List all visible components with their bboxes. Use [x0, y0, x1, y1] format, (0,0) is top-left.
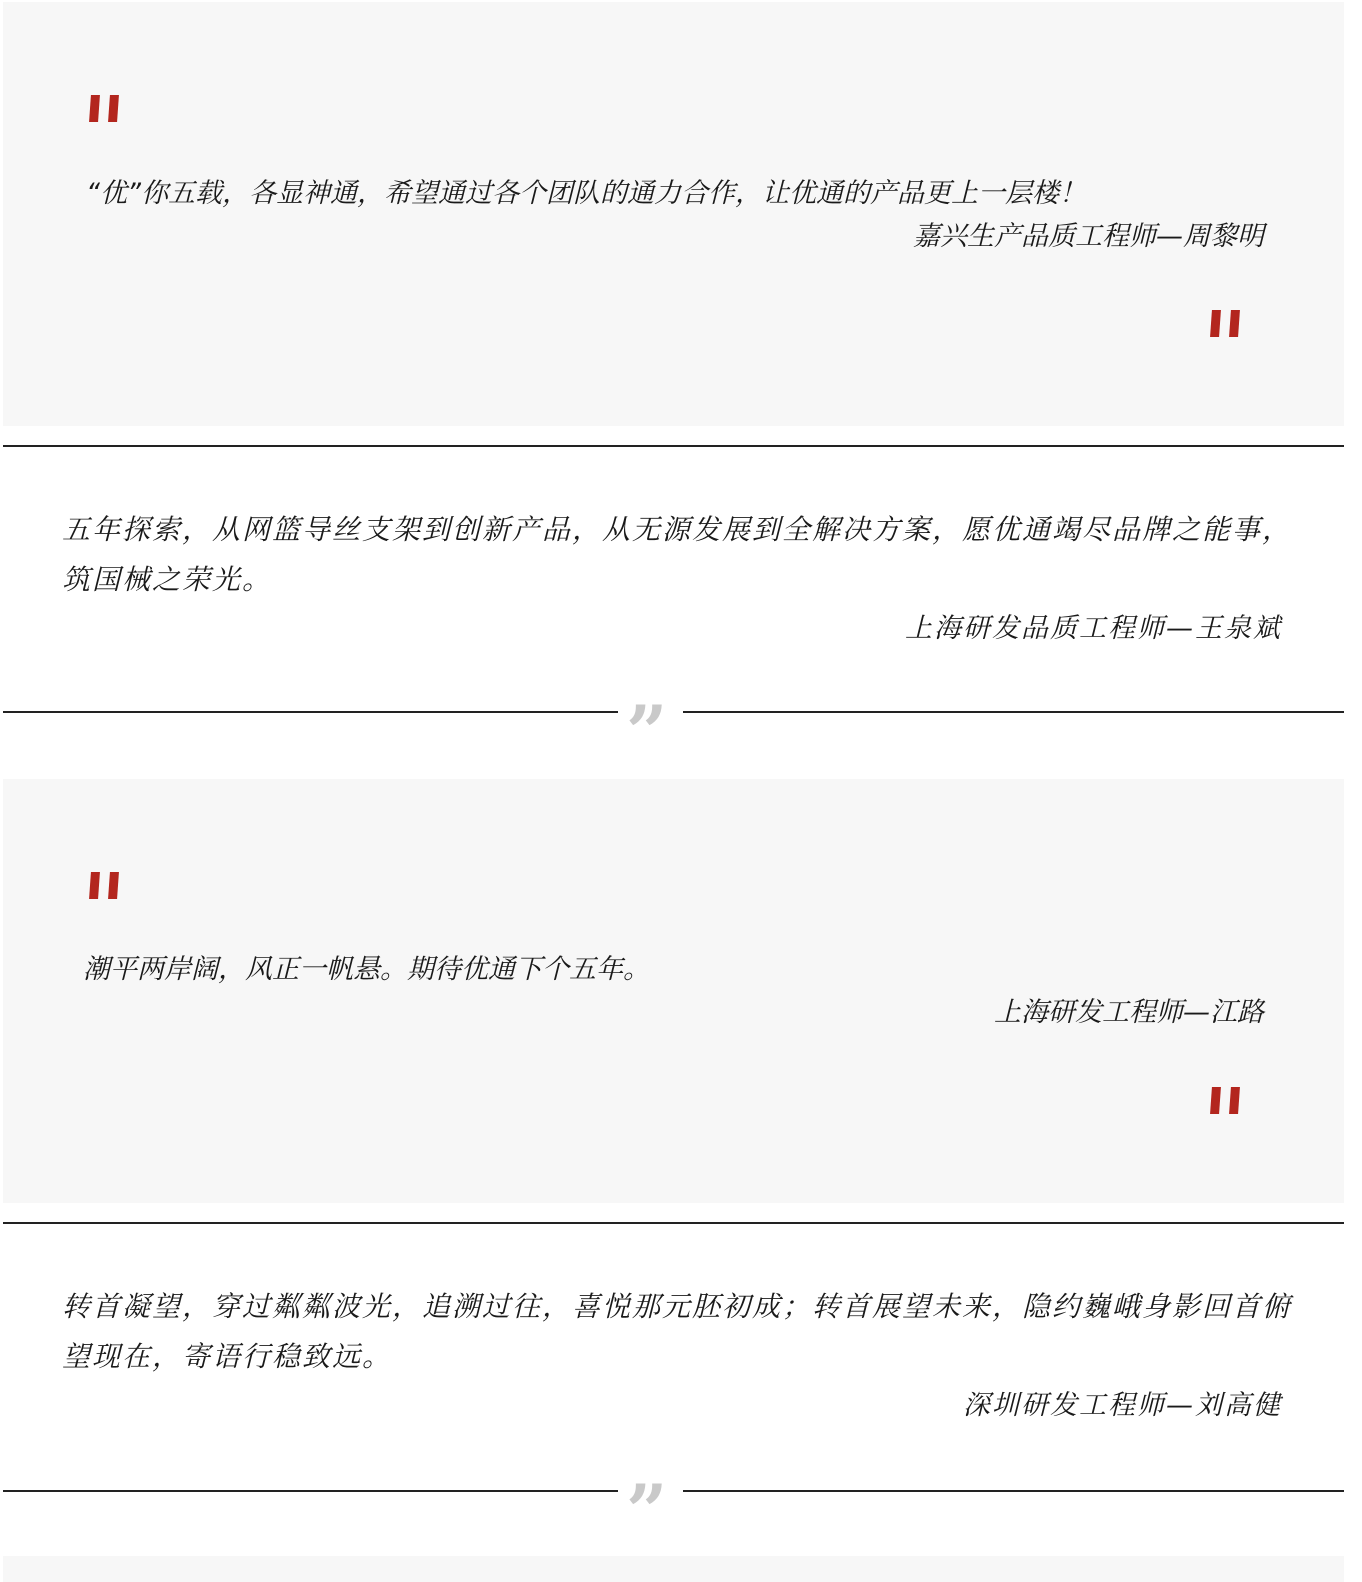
testimonial-card-3 — [3, 779, 1344, 1203]
closing-quote-icon: ” — [626, 689, 662, 774]
next-card-edge — [3, 1556, 1344, 1582]
testimonial-quote: “优”你五载，各显神通，希望通过各个团队的通力合作，让优通的产品更上一层楼！ — [86, 178, 1086, 209]
open-quote-icon — [90, 872, 118, 899]
close-quote-icon — [1211, 1087, 1239, 1114]
testimonial-quote: 五年探索，从网篮导丝支架到创新产品，从无源发展到全解决方案，愿优通竭尽品牌之能事，筑国械之荣光。 — [62, 513, 1293, 596]
open-quote-icon — [90, 95, 118, 122]
testimonial-card-1 — [3, 2, 1344, 426]
close-quote-icon — [1211, 310, 1239, 337]
testimonial-author: 上海研发品质工程师—王泉斌 — [905, 613, 1282, 644]
closing-quote-icon: ” — [626, 1468, 662, 1553]
testimonial-author: 嘉兴生产品质工程师—周黎明 — [913, 221, 1264, 252]
divider-right — [683, 1490, 1344, 1492]
divider — [3, 1222, 1344, 1224]
testimonial-quote: 潮平两岸阔，风正一帆悬。期待优通下个五年。 — [83, 954, 650, 985]
divider-left — [3, 711, 618, 713]
divider — [3, 445, 1344, 447]
testimonial-author: 上海研发工程师—江路 — [994, 997, 1264, 1028]
testimonial-author: 深圳研发工程师—刘高健 — [963, 1390, 1282, 1421]
divider-left — [3, 1490, 618, 1492]
testimonial-quote: 转首凝望，穿过粼粼波光，追溯过往，喜悦那元胚初成；转首展望未来，隐约巍峨身影回首俯望现在，寄语行稳致远。 — [62, 1290, 1293, 1373]
divider-right — [683, 711, 1344, 713]
